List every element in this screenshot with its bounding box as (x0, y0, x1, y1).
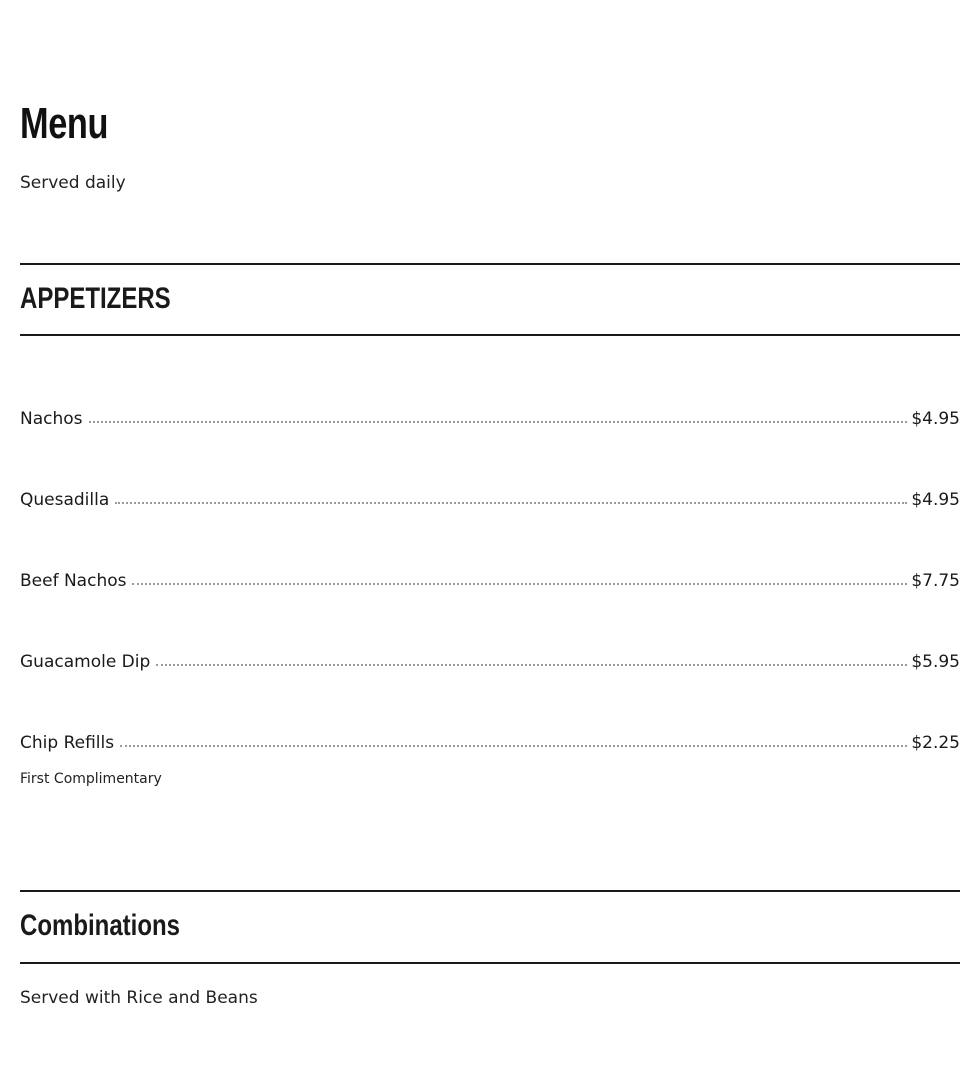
dot-leader (89, 421, 908, 423)
menu-item (20, 650, 960, 674)
menu-item (20, 731, 960, 755)
section-title-appetizers: APPETIZERS (20, 282, 171, 315)
menu-item (20, 488, 960, 512)
dot-leader (132, 583, 907, 585)
section-note: Served with Rice and Beans (20, 988, 258, 1008)
item-name: Quesadilla (20, 490, 110, 510)
item-price: $4.95 (911, 490, 960, 510)
item-name: Nachos (20, 409, 83, 429)
item-name: Chip Refills (20, 733, 115, 753)
dot-leader (115, 502, 907, 504)
item-price: $7.75 (911, 571, 960, 591)
section-title-combinations: Combinations (20, 909, 180, 942)
dot-leader (156, 664, 907, 666)
item-name: Guacamole Dip (20, 652, 151, 672)
item-price: $4.95 (911, 409, 960, 429)
item-description: First Complimentary (20, 771, 162, 787)
item-price: $2.25 (911, 733, 960, 753)
section-top-divider (20, 263, 960, 265)
section-bottom-divider (20, 962, 960, 964)
menu-item (20, 407, 960, 431)
item-name: Beef Nachos (20, 571, 127, 591)
menu-item (20, 569, 960, 593)
item-price: $5.95 (911, 652, 960, 672)
section-top-divider (20, 890, 960, 892)
page-title: Menu (20, 99, 109, 148)
page-subtitle: Served daily (20, 173, 126, 193)
dot-leader (120, 745, 907, 747)
section-bottom-divider (20, 334, 960, 336)
